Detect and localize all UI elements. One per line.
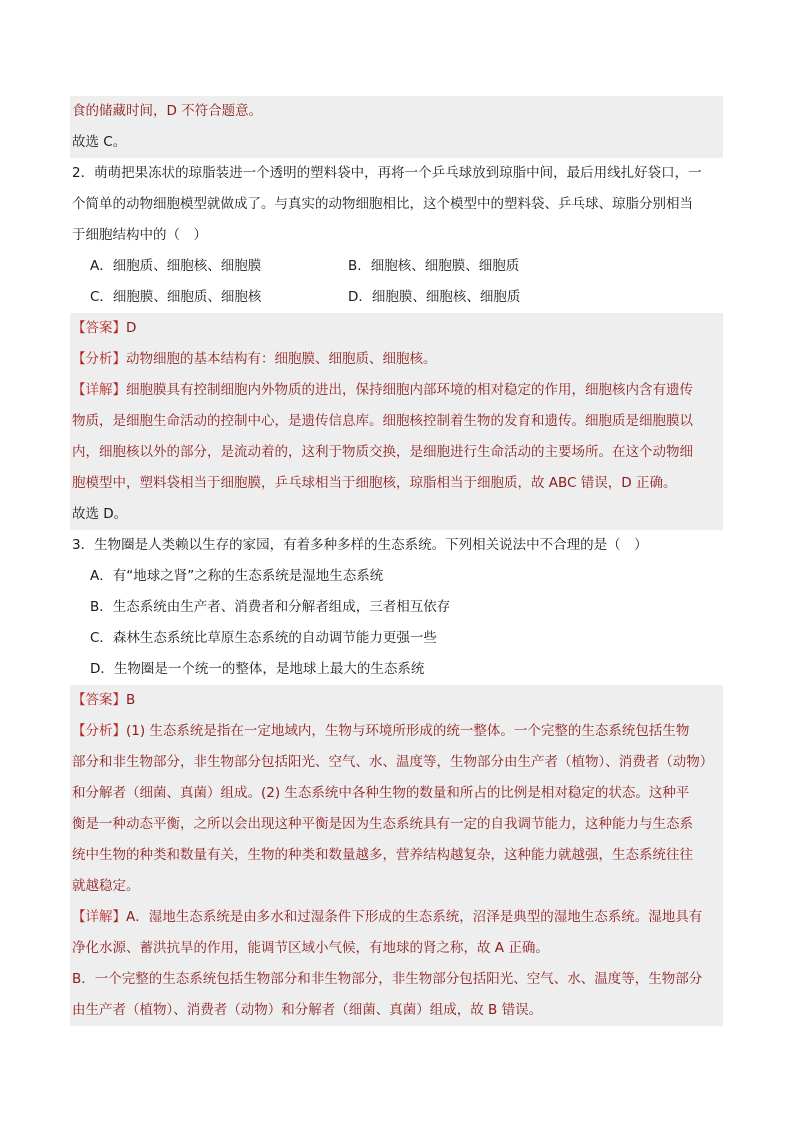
q2-option-d: D．细胞膜、细胞核、细胞质 — [348, 289, 521, 305]
detail-tag: 【详解】 — [72, 909, 126, 925]
q2-option-b: B．细胞核、细胞膜、细胞质 — [348, 258, 520, 274]
q3-option-c: C．森林生态系统比草原生态系统的自动调节能力更强一些 — [90, 630, 437, 646]
q3-analysis-line-5: 统中生物的种类和数量有关，生物的种类和数量越多，营养结构越复杂，这种能力就越强，生态系统往往 — [70, 840, 723, 871]
q2-option-a: A．细胞质、细胞核、细胞膜 — [90, 258, 262, 274]
q2-options-row-1 — [70, 251, 723, 282]
q2-detail-line-3: 内，细胞核以外的部分，是流动着的，这利于物质交换，是细胞进行生命活动的主要场所。在这个动物细 — [70, 437, 723, 468]
detail-text: A．湿地生态系统是由多水和过湿条件下形成的生态系统，沼泽是典型的湿地生态系统。湿地具有 — [126, 909, 703, 925]
detail-text: 细胞膜具有控制细胞内外物质的进出，保持细胞内部环境的相对稳定的作用，细胞核内含有遗传 — [126, 382, 693, 398]
q2-stem-line-3: 于细胞结构中的（ ） — [72, 227, 207, 243]
q2-stem-line-1: 2．萌萌把果冻状的琼脂装进一个透明的塑料袋中，再将一个乒乓球放到琼脂中间，最后用线扎好袋口，一 — [72, 165, 702, 181]
q3-detail-line-4: 由生产者（植物）、消费者（动物）和分解者（细菌、真菌）组成，故 B 错误。 — [70, 995, 723, 1026]
q2-analysis — [70, 344, 723, 375]
answer-tag: 【答案】 — [72, 692, 126, 708]
q3-answer — [70, 685, 723, 716]
q3-analysis-line-6: 就越稳定。 — [70, 871, 723, 902]
q3-option-b: B．生态系统由生产者、消费者和分解者组成，三者相互依存 — [90, 599, 451, 615]
analysis-tag: 【分析】 — [72, 351, 126, 367]
q2-detail-line-1 — [70, 375, 723, 406]
prev-explanation-line: 食的储藏时间，D 不符合题意。 — [70, 96, 723, 127]
q3-detail-line-1 — [70, 902, 723, 933]
answer-value: B — [126, 692, 136, 708]
answer-value: D — [126, 320, 137, 336]
detail-tag: 【详解】 — [72, 382, 126, 398]
q2-options-row-2 — [70, 282, 723, 313]
analysis-text: 动物细胞的基本结构有：细胞膜、细胞质、细胞核。 — [126, 351, 437, 367]
document-page — [70, 96, 723, 1026]
analysis-tag: 【分析】 — [72, 723, 126, 739]
q2-detail-line-4: 胞模型中，塑料袋相当于细胞膜，乒乓球相当于细胞核，琼脂相当于细胞质，故 ABC 错误，D 正确。 — [70, 468, 723, 499]
q3-stem: 3．生物圈是人类赖以生存的家园，有着多种多样的生态系统。下列相关说法中不合理的是（ ） — [72, 537, 648, 553]
q3-detail-line-3: B．一个完整的生态系统包括生物部分和非生物部分，非生物部分包括阳光、空气、水、温度等，生物部分 — [70, 964, 723, 995]
q2-detail-line-2: 物质，是细胞生命活动的控制中心，是遗传信息库。细胞核控制着生物的发育和遗传。细胞质是细胞膜以 — [70, 406, 723, 437]
analysis-text: (1) 生态系统是指在一定地域内，生物与环境所形成的统一整体。一个完整的生态系统包括生物 — [126, 723, 690, 739]
q3-detail-line-2: 净化水源、蓄洪抗旱的作用，能调节区域小气候，有地球的肾之称，故 A 正确。 — [70, 933, 723, 964]
q2-stem-line-2: 个简单的动物细胞模型就做成了。与真实的动物细胞相比，这个模型中的塑料袋、乒乓球、琼脂分别相当 — [72, 196, 693, 212]
q3-option-a: A．有“地球之肾”之称的生态系统是湿地生态系统 — [90, 568, 384, 584]
prev-conclusion: 故选 C。 — [70, 127, 723, 158]
q2-option-c: C．细胞膜、细胞质、细胞核 — [90, 289, 262, 305]
q3-analysis-line-1 — [70, 716, 723, 747]
q2-conclusion: 故选 D。 — [70, 499, 723, 530]
q2-answer — [70, 313, 723, 344]
q3-option-d: D．生物圈是一个统一的整体，是地球上最大的生态系统 — [90, 661, 425, 677]
q3-analysis-line-3: 和分解者（细菌、真菌）组成。(2) 生态系统中各种生物的数量和所占的比例是相对稳定的状态。这种平 — [70, 778, 723, 809]
answer-tag: 【答案】 — [72, 320, 126, 336]
q3-analysis-line-4: 衡是一种动态平衡，之所以会出现这种平衡是因为生态系统具有一定的自我调节能力，这种能力与生态系 — [70, 809, 723, 840]
q3-analysis-line-2: 部分和非生物部分，非生物部分包括阳光、空气、水、温度等，生物部分由生产者（植物）、消费者（动物） — [70, 747, 723, 778]
